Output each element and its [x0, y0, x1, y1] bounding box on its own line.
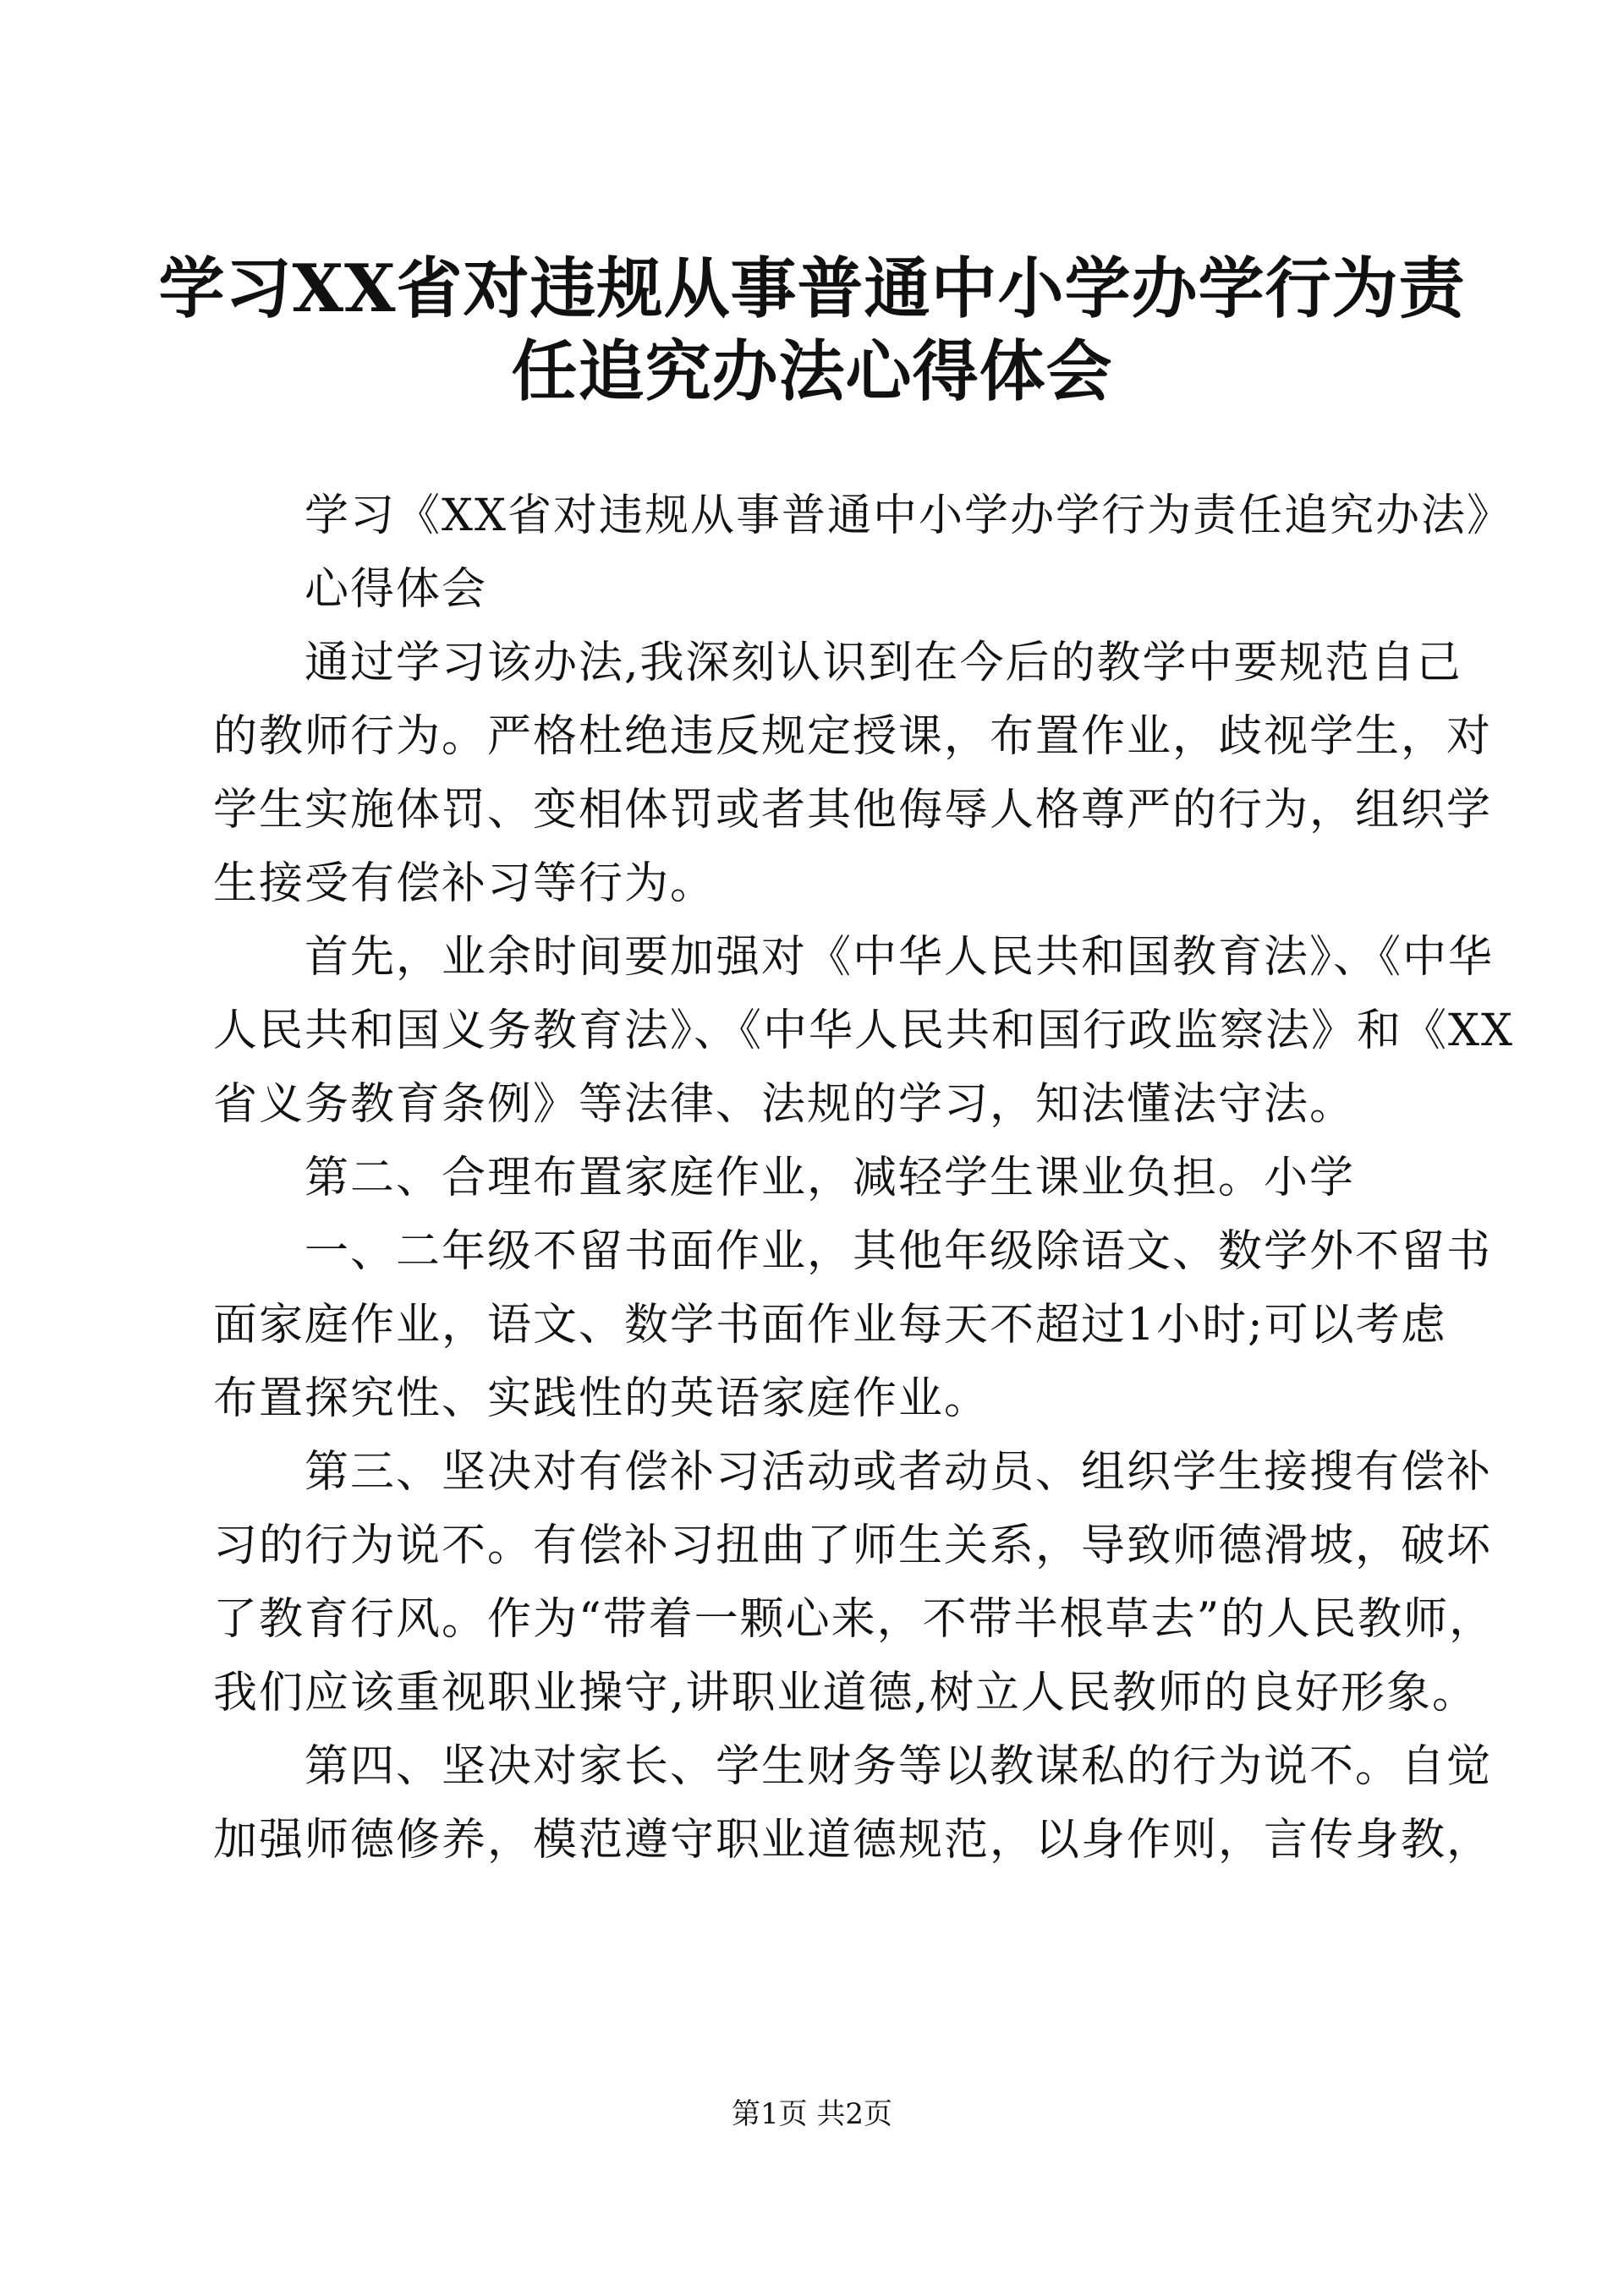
body-line-1: 学习《XX省对违规从事普通中小学办学行为责任追究办法》: [304, 490, 1513, 541]
body-line-5: 学生实施体罚、变相体罚或者其他侮辱人格尊严的行为，组织学: [213, 785, 1493, 836]
body-line-8: 人民共和国义务教育法》、《中华人民共和国行政监察法》和《XX: [213, 1006, 1515, 1056]
body-line-10: 第二、合理布置家庭作业，减轻学生课业负担。小学: [304, 1153, 1356, 1203]
body-line-3: 通过学习该办法,我深刻认识到在今后的教学中要规范自己: [304, 638, 1462, 688]
body-line-17: 我们应该重视职业操守,讲职业道德,树立人民教师的良好形象。: [213, 1668, 1479, 1718]
body-line-12: 面家庭作业，语文、数学书面作业每天不超过1小时;可以考虑: [213, 1300, 1447, 1351]
body-line-7: 首先，业余时间要加强对《中华人民共和国教育法》、《中华: [304, 932, 1495, 983]
body-line-9: 省义务教育条例》等法律、法规的学习，知法懂法守法。: [213, 1079, 1356, 1130]
body-line-19: 加强师德修养，模范遵守职业道德规范，以身作则，言传身教，: [213, 1815, 1493, 1866]
body-line-15: 习的行为说不。有偿补习扭曲了师生关系，导致师德滑坡，破坏: [213, 1521, 1493, 1571]
document-title-line-2: 任追究办法心得体会: [511, 333, 1113, 410]
page-footer: 第1页 共2页: [731, 2097, 893, 2131]
body-line-18: 第四、坚决对家长、学生财务等以教谋私的行为说不。自觉: [304, 1741, 1493, 1792]
body-line-11: 一、二年级不留书面作业，其他年级除语文、数学外不留书: [304, 1226, 1493, 1277]
document-title-line-1: 学习XX省对违规从事普通中小学办学行为责: [158, 250, 1466, 327]
body-line-13: 布置探究性、实践性的英语家庭作业。: [213, 1373, 990, 1424]
body-line-4: 的教师行为。严格杜绝违反规定授课，布置作业，歧视学生，对: [213, 711, 1493, 762]
body-line-6: 生接受有偿补习等行为。: [213, 858, 716, 909]
body-line-2: 心得体会: [304, 564, 488, 615]
body-line-16: 了教育行风。作为“带着一颗心来，不带半根草去”的人民教师，: [213, 1594, 1495, 1645]
body-line-14: 第三、坚决对有偿补习活动或者动员、组织学生接搜有偿补: [304, 1447, 1493, 1498]
